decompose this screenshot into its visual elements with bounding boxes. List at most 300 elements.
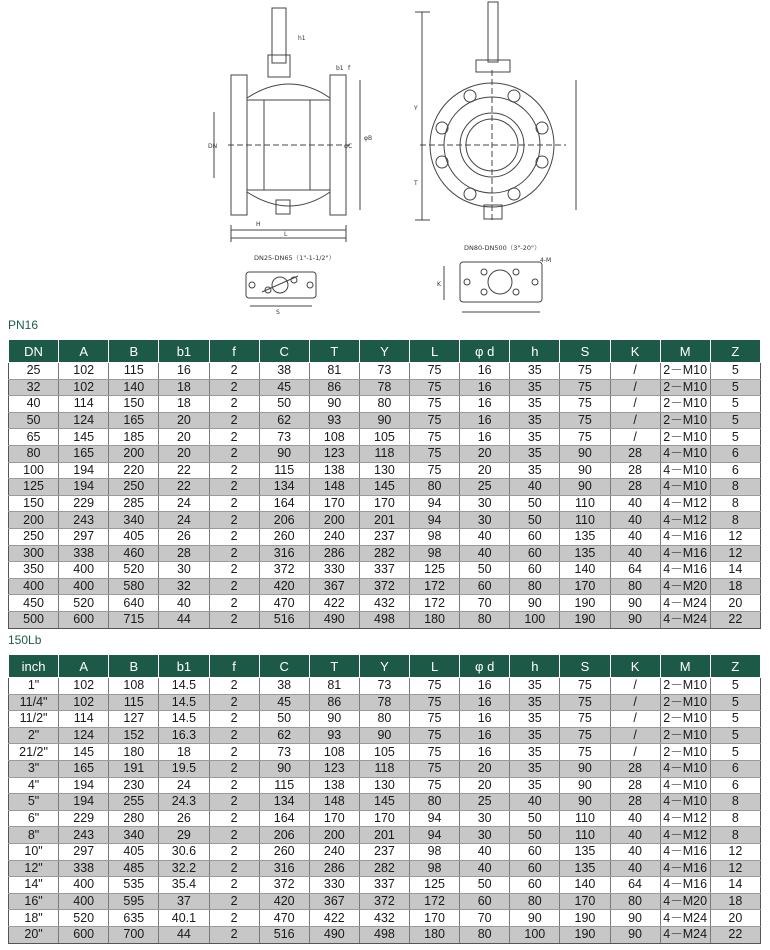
column-header: S	[560, 340, 610, 363]
table-cell: 35	[510, 412, 560, 429]
table-cell: 280	[109, 810, 159, 827]
table-cell: 8	[710, 794, 760, 811]
table-cell: 4－M24	[660, 910, 710, 927]
table-cell: 2	[209, 744, 259, 761]
table-cell: 145	[59, 744, 109, 761]
table-cell: 28	[610, 445, 660, 462]
table-cell: 98	[410, 860, 460, 877]
table-cell: 243	[59, 827, 109, 844]
table-cell: 237	[359, 843, 409, 860]
table-cell: 75	[560, 694, 610, 711]
table-cell: 44	[159, 926, 209, 943]
table-cell: 286	[309, 545, 359, 562]
table-cell: /	[610, 711, 660, 728]
table-cell: 35	[510, 396, 560, 413]
table-cell: 90	[309, 396, 359, 413]
table-cell: 595	[109, 893, 159, 910]
table-cell: 16	[460, 711, 510, 728]
table-cell: 81	[309, 363, 359, 380]
table-cell: 140	[109, 379, 159, 396]
table-cell: 2－M10	[660, 429, 710, 446]
table-header-row	[9, 655, 761, 678]
table-cell: 35	[510, 363, 560, 380]
table-cell: 10"	[9, 843, 59, 860]
table-cell: 12	[710, 860, 760, 877]
dim-b-label: φB	[364, 135, 373, 142]
table-cell: 2	[209, 611, 259, 628]
table-cell: 65	[9, 429, 59, 446]
table-cell: 2	[209, 777, 259, 794]
column-header: A	[59, 340, 109, 363]
table-cell: 29	[159, 827, 209, 844]
table-cell: 75	[410, 412, 460, 429]
table-cell: 2"	[9, 727, 59, 744]
table-cell: 14	[710, 562, 760, 579]
table-cell: 16	[460, 396, 510, 413]
table-cell: 75	[560, 727, 610, 744]
table-cell: 190	[560, 926, 610, 943]
table-row	[9, 528, 761, 545]
table-cell: 35	[510, 777, 560, 794]
table-cell: 2	[209, 528, 259, 545]
dim-k-label: K	[437, 281, 441, 288]
table-cell: 135	[560, 528, 610, 545]
table-cell: 490	[309, 611, 359, 628]
dim-h-label: H	[256, 221, 261, 228]
table-cell: 2	[209, 445, 259, 462]
table-cell: 250	[109, 479, 159, 496]
table-cell: 6	[710, 445, 760, 462]
table-cell: 432	[359, 910, 409, 927]
valve-technical-drawing	[0, 0, 770, 330]
table-cell: 38	[259, 363, 309, 380]
table-cell: 75	[560, 412, 610, 429]
table-cell: 18"	[9, 910, 59, 927]
table-cell: 93	[309, 727, 359, 744]
table-cell: 194	[59, 479, 109, 496]
table-cell: 400	[59, 893, 109, 910]
table-cell: 40	[610, 827, 660, 844]
table-cell: 4－M12	[660, 810, 710, 827]
table-row	[9, 512, 761, 529]
table-cell: 4－M10	[660, 760, 710, 777]
table-cell: 35.4	[159, 877, 209, 894]
table-cell: 16	[460, 744, 510, 761]
table-cell: /	[610, 678, 660, 695]
table-cell: 367	[309, 578, 359, 595]
table-row	[9, 910, 761, 927]
table-cell: 316	[259, 860, 309, 877]
table-cell: 125	[410, 562, 460, 579]
table-cell: 40	[510, 479, 560, 496]
table-cell: 75	[410, 678, 460, 695]
table-cell: 14.5	[159, 711, 209, 728]
table-cell: 40	[460, 545, 510, 562]
table-cell: 80	[510, 578, 560, 595]
table-row	[9, 893, 761, 910]
table-cell: 2	[209, 429, 259, 446]
table-cell: 297	[59, 843, 109, 860]
table-cell: 44	[159, 611, 209, 628]
table-cell: 6	[710, 777, 760, 794]
table-cell: 35	[510, 694, 560, 711]
table-cell: 2－M10	[660, 412, 710, 429]
left-drawing-caption: DN25-DN65（1"-1-1/2"）	[254, 254, 336, 262]
table-cell: 35	[510, 678, 560, 695]
column-header: inch	[9, 655, 59, 678]
dim-s-label: S	[276, 309, 280, 316]
dim-h1-label: h1	[298, 35, 306, 42]
table-cell: 405	[109, 528, 159, 545]
table-cell: 14.5	[159, 678, 209, 695]
table-cell: 255	[109, 794, 159, 811]
table-cell: 115	[109, 363, 159, 380]
column-header: DN	[9, 340, 59, 363]
table-cell: 172	[410, 578, 460, 595]
table-cell: 201	[359, 512, 409, 529]
table-row	[9, 396, 761, 413]
table-cell: 25	[9, 363, 59, 380]
column-header: C	[259, 340, 309, 363]
table-cell: 20	[710, 910, 760, 927]
table-cell: 2－M10	[660, 379, 710, 396]
column-header: K	[610, 655, 660, 678]
table-cell: 4－M16	[660, 545, 710, 562]
table-cell: 190	[560, 595, 610, 612]
table-cell: 400	[59, 578, 109, 595]
table-cell: 134	[259, 794, 309, 811]
table-cell: /	[610, 412, 660, 429]
table-cell: 715	[109, 611, 159, 628]
table-cell: 64	[610, 877, 660, 894]
table-cell: 180	[410, 926, 460, 943]
table-cell: 338	[59, 545, 109, 562]
table-cell: 28	[610, 760, 660, 777]
table-cell: 600	[59, 611, 109, 628]
right-drawing-caption: DN80-DN500（3"-20"）	[464, 244, 541, 252]
table-row	[9, 545, 761, 562]
table-cell: 18	[159, 744, 209, 761]
table-cell: 372	[359, 893, 409, 910]
table-cell: 152	[109, 727, 159, 744]
table-cell: 420	[259, 893, 309, 910]
column-header: h	[510, 655, 560, 678]
table-cell: 138	[309, 777, 359, 794]
table-cell: 2	[209, 910, 259, 927]
table-cell: 470	[259, 910, 309, 927]
column-header: b1	[159, 655, 209, 678]
table-cell: 108	[309, 429, 359, 446]
table-cell: 90	[560, 794, 610, 811]
table-cell: 115	[259, 777, 309, 794]
table-row	[9, 843, 761, 860]
table-cell: 30	[460, 827, 510, 844]
table-cell: 2	[209, 479, 259, 496]
table-cell: 340	[109, 827, 159, 844]
table-cell: 90	[560, 445, 610, 462]
table-cell: 45	[259, 379, 309, 396]
table-cell: 60	[510, 562, 560, 579]
table-cell: 90	[560, 760, 610, 777]
table-cell: 40	[460, 860, 510, 877]
table-cell: 422	[309, 595, 359, 612]
table-cell: 24	[159, 512, 209, 529]
table-cell: 135	[560, 545, 610, 562]
table-cell: 18	[710, 893, 760, 910]
pn16-section-title: PN16	[8, 318, 39, 332]
table-cell: 80	[9, 445, 59, 462]
table-cell: 60	[510, 528, 560, 545]
valve-drawing-svg	[0, 0, 770, 330]
table-cell: 108	[309, 744, 359, 761]
table-cell: 125	[9, 479, 59, 496]
table-row	[9, 711, 761, 728]
table-cell: 102	[59, 379, 109, 396]
table-cell: 94	[410, 512, 460, 529]
side-view	[214, 8, 360, 242]
table-cell: /	[610, 379, 660, 396]
table-cell: 2	[209, 760, 259, 777]
table-cell: 100	[510, 611, 560, 628]
table-cell: 93	[309, 412, 359, 429]
table-cell: 11/2"	[9, 711, 59, 728]
table-cell: 165	[59, 445, 109, 462]
dim-dn-label: DN	[208, 143, 218, 150]
table-row	[9, 363, 761, 380]
table-cell: 2	[209, 545, 259, 562]
table-cell: 150	[109, 396, 159, 413]
table-row	[9, 379, 761, 396]
table-cell: 75	[560, 711, 610, 728]
table-cell: 115	[259, 462, 309, 479]
table-cell: 30	[460, 495, 510, 512]
table-cell: 516	[259, 611, 309, 628]
table-cell: 50	[510, 827, 560, 844]
table-cell: 2－M10	[660, 678, 710, 695]
table-cell: 26	[159, 810, 209, 827]
table-cell: 2	[209, 412, 259, 429]
table-cell: 282	[359, 545, 409, 562]
table-cell: 20	[460, 777, 510, 794]
table-cell: 5	[710, 694, 760, 711]
column-header: B	[109, 655, 159, 678]
table-cell: 400	[9, 578, 59, 595]
dim-t-label: T	[414, 180, 418, 187]
table-cell: 20	[159, 429, 209, 446]
table-cell: 75	[410, 777, 460, 794]
table-row	[9, 429, 761, 446]
table-cell: 22	[159, 462, 209, 479]
table-cell: 73	[259, 744, 309, 761]
table-cell: 75	[410, 694, 460, 711]
table-cell: 6	[710, 760, 760, 777]
table-row	[9, 462, 761, 479]
table-cell: 2－M10	[660, 744, 710, 761]
table-cell: 16	[460, 379, 510, 396]
column-header: f	[209, 340, 259, 363]
table-cell: 90	[560, 777, 610, 794]
lb150-section-title: 150Lb	[8, 633, 42, 647]
table-cell: 73	[359, 363, 409, 380]
table-cell: 4－M20	[660, 578, 710, 595]
table-cell: 5	[710, 429, 760, 446]
table-cell: 432	[359, 595, 409, 612]
table-cell: 40	[460, 528, 510, 545]
table-cell: 90	[259, 760, 309, 777]
table-cell: /	[610, 694, 660, 711]
table-cell: 367	[309, 893, 359, 910]
table-header-row	[9, 340, 761, 363]
table-cell: 75	[410, 445, 460, 462]
table-row	[9, 595, 761, 612]
table-cell: 372	[359, 578, 409, 595]
table-cell: 40	[610, 495, 660, 512]
table-cell: 20	[159, 445, 209, 462]
table-cell: 194	[59, 777, 109, 794]
table-cell: 22	[159, 479, 209, 496]
table-cell: 4－M16	[660, 843, 710, 860]
table-cell: 73	[259, 429, 309, 446]
table-row	[9, 479, 761, 496]
table-cell: 2	[209, 794, 259, 811]
table-cell: 4－M20	[660, 893, 710, 910]
table-cell: 78	[359, 379, 409, 396]
table-cell: 94	[410, 810, 460, 827]
table-cell: 172	[410, 595, 460, 612]
table-cell: 16	[460, 363, 510, 380]
table-cell: 640	[109, 595, 159, 612]
table-cell: 190	[560, 910, 610, 927]
table-cell: 8	[710, 827, 760, 844]
table-cell: 73	[359, 678, 409, 695]
table-cell: 206	[259, 512, 309, 529]
table-cell: 200	[9, 512, 59, 529]
table-cell: 516	[259, 926, 309, 943]
table-cell: 80	[410, 479, 460, 496]
table-row	[9, 611, 761, 628]
table-cell: 191	[109, 760, 159, 777]
table-cell: 330	[309, 562, 359, 579]
table-cell: 206	[259, 827, 309, 844]
table-cell: 405	[109, 843, 159, 860]
column-header: A	[59, 655, 109, 678]
dim-y-label: Y	[414, 105, 418, 112]
table-cell: 110	[560, 512, 610, 529]
table-cell: 372	[259, 877, 309, 894]
table-cell: 2	[209, 462, 259, 479]
table-cell: 19.5	[159, 760, 209, 777]
table-row	[9, 860, 761, 877]
table-cell: 470	[259, 595, 309, 612]
table-cell: 2	[209, 860, 259, 877]
table-cell: 40	[610, 860, 660, 877]
dim-c-label: φC	[344, 143, 353, 150]
table-row	[9, 412, 761, 429]
table-cell: 35	[510, 744, 560, 761]
dim-f-label: f	[348, 65, 351, 72]
column-header: K	[610, 340, 660, 363]
table-cell: 498	[359, 926, 409, 943]
table-cell: 2	[209, 363, 259, 380]
table-cell: 26	[159, 528, 209, 545]
table-cell: 2	[209, 595, 259, 612]
table-cell: 40.1	[159, 910, 209, 927]
dim-b1-label: b1	[336, 65, 344, 72]
table-cell: 4－M10	[660, 462, 710, 479]
table-cell: 420	[259, 578, 309, 595]
table-cell: 50	[460, 877, 510, 894]
table-cell: 170	[309, 810, 359, 827]
table-cell: 110	[560, 495, 610, 512]
table-cell: 75	[410, 379, 460, 396]
table-cell: 145	[359, 794, 409, 811]
table-cell: 75	[410, 462, 460, 479]
table-cell: 16	[460, 412, 510, 429]
table-cell: 24	[159, 777, 209, 794]
table-cell: 75	[560, 429, 610, 446]
table-cell: 81	[309, 678, 359, 695]
table-cell: 32	[159, 578, 209, 595]
table-cell: 108	[109, 678, 159, 695]
table-cell: 148	[309, 479, 359, 496]
table-cell: 90	[560, 462, 610, 479]
table-cell: 102	[59, 694, 109, 711]
table-cell: 62	[259, 727, 309, 744]
table-cell: 105	[359, 744, 409, 761]
table-cell: 2	[209, 396, 259, 413]
table-cell: 498	[359, 611, 409, 628]
column-header: Z	[710, 340, 760, 363]
table-cell: 8	[710, 479, 760, 496]
table-cell: 40	[610, 512, 660, 529]
table-cell: 90	[610, 926, 660, 943]
table-cell: 75	[410, 727, 460, 744]
table-cell: 4－M10	[660, 777, 710, 794]
table-cell: 134	[259, 479, 309, 496]
table-cell: 2－M10	[660, 363, 710, 380]
table-cell: 98	[410, 528, 460, 545]
table-cell: 260	[259, 843, 309, 860]
table-cell: 40	[159, 595, 209, 612]
table-cell: 35	[510, 727, 560, 744]
table-cell: 2	[209, 694, 259, 711]
table-cell: 80	[359, 396, 409, 413]
table-cell: 6"	[9, 810, 59, 827]
table-cell: 422	[309, 910, 359, 927]
table-cell: 127	[109, 711, 159, 728]
table-cell: 240	[309, 843, 359, 860]
table-cell: 2	[209, 578, 259, 595]
table-cell: 8	[710, 810, 760, 827]
table-cell: 22	[710, 926, 760, 943]
table-cell: 4－M16	[660, 528, 710, 545]
table-cell: 98	[410, 545, 460, 562]
column-header: Z	[710, 655, 760, 678]
table-cell: 172	[410, 893, 460, 910]
table-cell: 45	[259, 694, 309, 711]
table-cell: 2	[209, 711, 259, 728]
table-cell: 2	[209, 379, 259, 396]
table-cell: 12	[710, 843, 760, 860]
table-cell: 180	[109, 744, 159, 761]
table-cell: 35	[510, 445, 560, 462]
table-cell: 40	[610, 843, 660, 860]
table-cell: 38	[259, 678, 309, 695]
table-cell: 337	[359, 877, 409, 894]
table-cell: 80	[460, 926, 510, 943]
table-cell: 24	[159, 495, 209, 512]
table-cell: 520	[59, 910, 109, 927]
